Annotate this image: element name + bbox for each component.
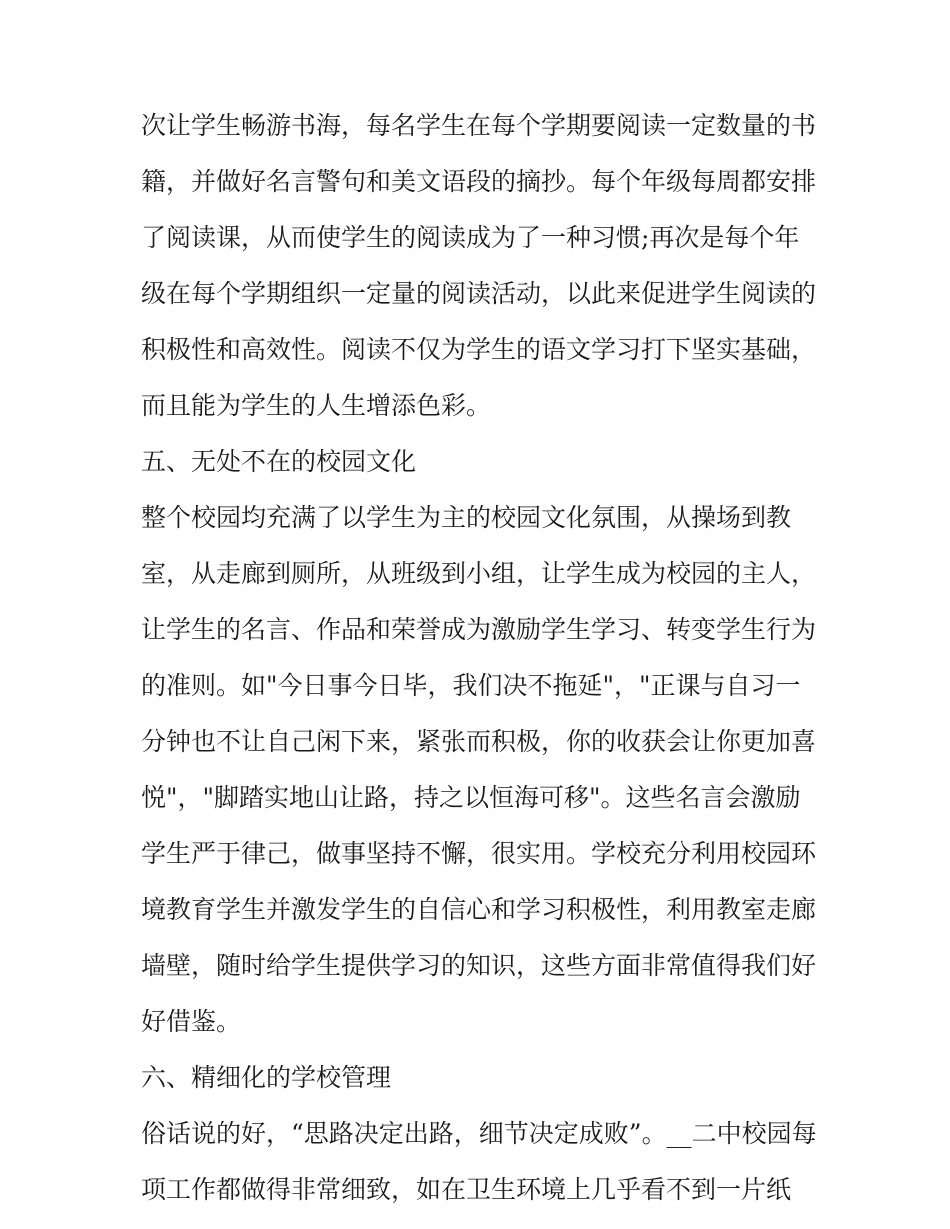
paragraph-line: 悦"，"脚踏实地山让路，持之以恒海可移"。这些名言会激励	[141, 783, 801, 812]
paragraph-line: 墙壁，随时给学生提供学习的知识，这些方面非常值得我们好	[141, 951, 817, 980]
paragraph-line: 籍，并做好名言警句和美文语段的摘抄。每个年级每周都安排	[141, 167, 817, 196]
paragraph-line: 俗话说的好，“思路决定出路，细节决定成败”。__二中校园每	[141, 1119, 817, 1148]
paragraph-line: 境教育学生并激发学生的自信心和学习积极性，利用教室走廊	[141, 895, 817, 924]
paragraph-line: 项工作都做得非常细致，如在卫生环境上几乎看不到一片纸	[141, 1175, 792, 1204]
paragraph-line: 了阅读课，从而使学生的阅读成为了一种习惯;再次是每个年	[141, 223, 800, 252]
paragraph-line: 而且能为学生的人生增添色彩。	[141, 391, 492, 420]
paragraph-line: 分钟也不让自己闲下来，紧张而积极，你的收获会让你更加喜	[141, 727, 817, 756]
paragraph-line: 次让学生畅游书海，每名学生在每个学期要阅读一定数量的书	[141, 111, 817, 140]
paragraph-line: 积极性和高效性。阅读不仅为学生的语文学习打下坚实基础，	[141, 335, 817, 364]
paragraph-line: 室，从走廊到厕所，从班级到小组，让学生成为校园的主人，	[141, 559, 817, 588]
body-text	[141, 98, 821, 1218]
paragraph-line: 级在每个学期组织一定量的阅读活动，以此来促进学生阅读的	[141, 279, 817, 308]
section-heading: 五、无处不在的校园文化	[141, 447, 417, 476]
paragraph-line: 的准则。如"今日事今日毕，我们决不拖延"，"正课与自习一	[141, 671, 801, 700]
section-heading: 六、精细化的学校管理	[141, 1063, 392, 1092]
paragraph-line: 好借鉴。	[141, 1007, 242, 1036]
paragraph-line: 整个校园均充满了以学生为主的校园文化氛围，从操场到教	[141, 503, 792, 532]
paragraph-line: 学生严于律己，做事坚持不懈，很实用。学校充分利用校园环	[141, 839, 817, 868]
paragraph-line: 让学生的名言、作品和荣誉成为激励学生学习、转变学生行为	[141, 615, 817, 644]
